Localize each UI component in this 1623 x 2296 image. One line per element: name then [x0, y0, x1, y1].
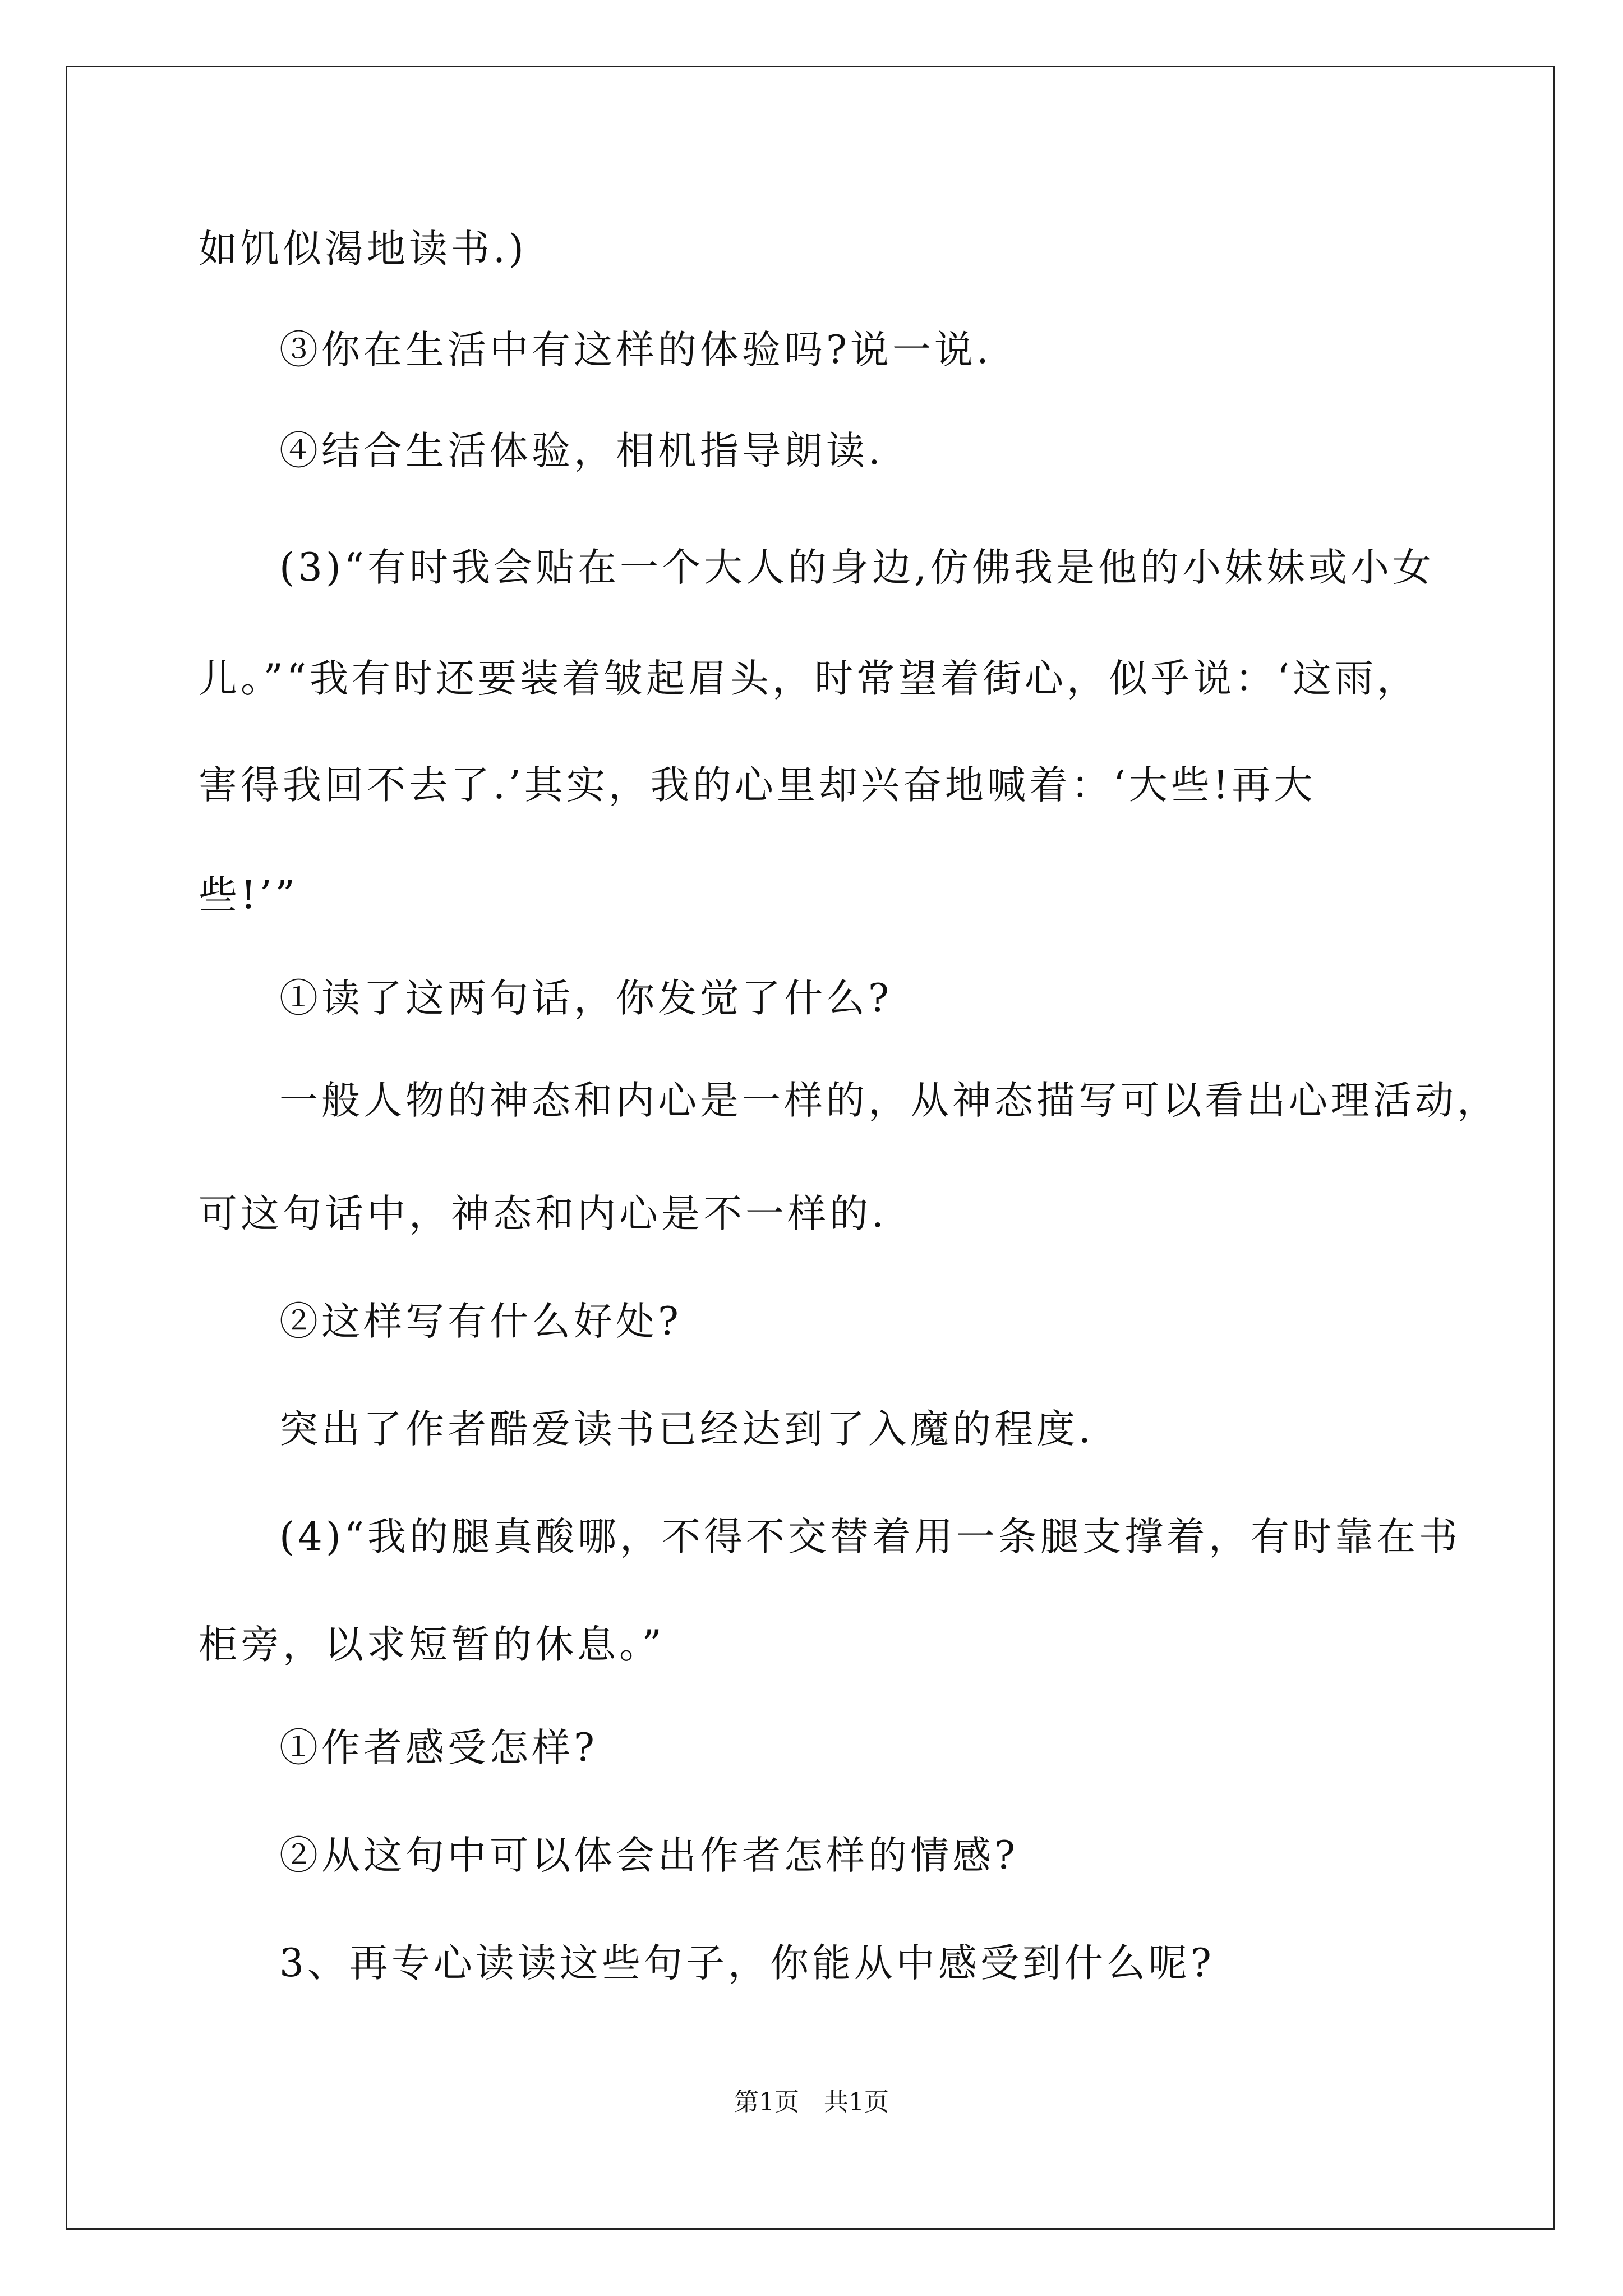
text-line: ③你在生活中有这样的体验吗?说一说. — [279, 328, 992, 372]
text-line: 害得我回不去了.’其实，我的心里却兴奋地喊着：‘大些!再大 — [199, 763, 1316, 808]
text-line: 突出了作者酷爱读书已经达到了入魔的程度. — [279, 1407, 1094, 1452]
text-line: ②从这句中可以体会出作者怎样的情感? — [279, 1833, 1018, 1878]
text-line: ④结合生活体验，相机指导朗读. — [279, 429, 884, 473]
page-number-footer: 第1页 共1页 — [734, 2088, 889, 2116]
text-line: (4)“我的腿真酸哪，不得不交替着用一条腿支撑着，有时靠在书 — [279, 1515, 1461, 1559]
page-border — [66, 66, 1555, 2230]
text-line: 柜旁，以求短暂的休息。” — [199, 1622, 665, 1667]
text-line: 如饥似渴地读书.) — [199, 227, 527, 272]
text-line: ②这样写有什么好处? — [279, 1299, 682, 1344]
text-line: 3、再专心读读这些句子，你能从中感受到什么呢? — [279, 1941, 1215, 1986]
text-line: 一般人物的神态和内心是一样的，从神态描写可以看出心理活动， — [279, 1078, 1499, 1123]
text-line: 些!’” — [199, 873, 298, 918]
text-line: 儿。”“我有时还要装着皱起眉头，时常望着街心，似乎说：‘这雨， — [199, 656, 1419, 701]
text-line: ①作者感受怎样? — [279, 1726, 598, 1770]
text-line: 可这句话中，神态和内心是不一样的. — [199, 1191, 887, 1236]
text-line: (3)“有时我会贴在一个大人的身边,仿佛我是他的小妹妹或小女 — [279, 545, 1435, 590]
text-line: ①读了这两句话，你发觉了什么? — [279, 976, 892, 1021]
